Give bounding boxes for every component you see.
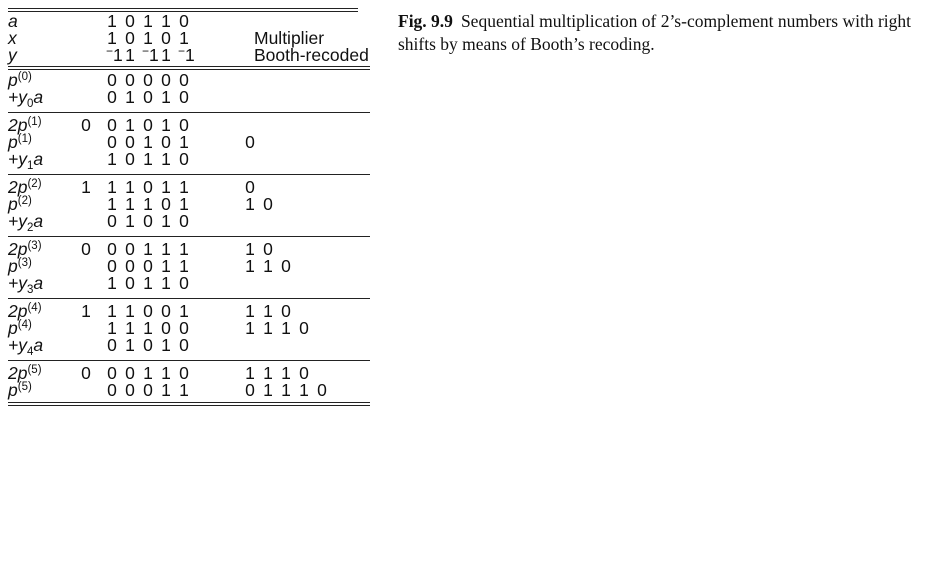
bit: 1 [161,115,171,135]
step-row [8,72,390,89]
label-symbol: +y [8,211,27,231]
bit: 0 [161,194,171,214]
row-label [8,335,44,358]
bit: 1 [107,273,117,293]
bit: 0 [143,380,153,400]
label-superscript: (4) [17,319,32,331]
negative-digit: − [106,44,114,58]
bit: 1 [299,380,309,400]
label-subscript: 0 [26,98,34,110]
row-label [8,211,44,234]
bit: 0 [179,363,189,383]
bit: 1 [245,363,255,383]
label-operand: a [33,149,44,169]
bit: 1 [179,256,189,276]
bit: 0 [161,318,171,338]
bit: 0 [125,273,135,293]
bit: 0 [263,194,273,214]
bit: 1 [281,318,291,338]
bit: 0 [281,256,291,276]
step-divider [8,360,370,361]
bit: 1 [107,301,117,321]
bit: 0 [107,239,117,259]
bit: 0 [143,301,153,321]
label-subscript: 3 [26,284,34,296]
bit: 0 [299,318,309,338]
bit: 1 [263,363,273,383]
bit: 1 [143,28,153,48]
row-note: Multiplier [254,28,325,48]
double-rule-middle [8,66,370,70]
bit: 1 [179,132,189,152]
steps-block [8,72,390,399]
bit: 1 [143,239,153,259]
bit: 0 [107,211,117,231]
bit: 0 [179,11,189,31]
label-symbol: 2p [8,177,28,197]
bit: 1 [81,177,91,197]
booth-multiplication-table [8,8,390,407]
label-symbol: p [8,256,18,276]
bit: 1 [107,11,117,31]
bit: 1 [143,132,153,152]
bit: 0 [179,115,189,135]
bit: 0 [107,115,117,135]
step-row [8,149,390,172]
row-label [8,382,32,402]
bit: 1 [245,318,255,338]
bit: 1 [161,335,171,355]
bit: 0 [143,70,153,90]
step-row [8,211,390,234]
bit: 1 [143,363,153,383]
step-divider [8,236,370,237]
label-symbol: +y [8,87,27,107]
label-superscript: (5) [17,381,32,393]
bit: 1 [263,256,273,276]
bit: 0 [179,335,189,355]
bit: 0 [245,380,255,400]
bit: 1 [161,256,171,276]
bit: 1 [245,239,255,259]
negative-bit: −1 [178,44,195,65]
bit: 0 [125,256,135,276]
label-symbol: p [8,70,18,90]
step-row [8,273,390,296]
figure-label: Fig. 9.9 [398,11,453,31]
bit: 0 [281,301,291,321]
bit: 1 [161,87,171,107]
step-divider [8,174,370,175]
bit: 1 [125,115,135,135]
bit: 1 [161,11,171,31]
label-subscript: 2 [26,222,34,234]
bit: 1 [107,194,117,214]
step-row [8,258,390,275]
bit: 0 [143,256,153,276]
bit: 1 [125,45,135,65]
bit: 0 [179,70,189,90]
bit: 0 [161,301,171,321]
label-superscript: (4) [27,302,42,314]
step-row [8,382,390,399]
bit: 1 [143,194,153,214]
bit: 1 [281,380,291,400]
bit: 0 [125,380,135,400]
operand-block [8,13,390,64]
bit: 1 [125,335,135,355]
bit: 0 [107,70,117,90]
bit: 0 [125,70,135,90]
step-row [8,87,390,110]
step-row [8,241,390,258]
bit: 1 [143,11,153,31]
bit: 0 [107,256,117,276]
label-operand: a [33,87,44,107]
bit: 1 [179,301,189,321]
bit: 0 [81,363,91,383]
negative-bit: −1 [106,44,123,65]
step-row [8,335,390,358]
bit: 0 [81,239,91,259]
label-superscript: (2) [17,195,32,207]
bit: 0 [107,363,117,383]
bit: 1 [263,301,273,321]
bit: 0 [143,211,153,231]
bit: 0 [179,211,189,231]
label-symbol: p [8,380,18,400]
negative-digit: − [178,44,186,58]
bit: 0 [125,28,135,48]
step-row [8,117,390,134]
bit: 1 [125,301,135,321]
bit: 0 [125,11,135,31]
bit: 0 [125,363,135,383]
row-label: y [8,45,17,65]
bit: 1 [125,87,135,107]
bit: 0 [161,28,171,48]
bit: 0 [107,87,117,107]
row-label: x [8,28,17,48]
label-symbol: 2p [8,301,28,321]
bit: 1 [161,177,171,197]
bit: 1 [263,318,273,338]
bit: 1 [281,363,291,383]
row-label [8,149,44,172]
bit: 1 [245,194,255,214]
row-note: Booth-recoded [254,45,369,65]
bit: 0 [317,380,327,400]
bit: 1 [107,149,117,169]
bit: 1 [179,194,189,214]
step-row [8,365,390,382]
bit: 1 [245,301,255,321]
label-subscript: 4 [26,346,34,358]
bit: 0 [125,239,135,259]
bit: 0 [179,273,189,293]
label-superscript: (3) [17,257,32,269]
bit: 1 [81,301,91,321]
label-symbol: 2p [8,239,28,259]
label-symbol: 2p [8,115,28,135]
bit: 1 [125,318,135,338]
bit: 1 [107,318,117,338]
bit: 0 [81,115,91,135]
row-label [8,273,44,296]
bit: 1 [161,363,171,383]
bit: 1 [143,149,153,169]
label-symbol: p [8,318,18,338]
bit: 0 [143,87,153,107]
label-superscript: (5) [27,364,42,376]
bit: 1 [161,211,171,231]
step-row [8,303,390,320]
bit: 0 [299,363,309,383]
bit: 0 [179,318,189,338]
bit: 1 [263,380,273,400]
label-superscript: (2) [27,178,42,190]
operand-row [8,13,390,30]
step-divider [8,298,370,299]
bit: 0 [245,177,255,197]
step-row [8,320,390,337]
bit: 0 [107,335,117,355]
bit: 1 [143,273,153,293]
step-row [8,179,390,196]
bit: 1 [125,211,135,231]
label-superscript: (0) [17,71,32,83]
label-operand: a [33,273,44,293]
step-row [8,196,390,213]
bit: 0 [161,70,171,90]
label-symbol: p [8,132,18,152]
bit: 1 [161,45,171,65]
bit: 0 [143,115,153,135]
bit: 1 [245,256,255,276]
bit: 1 [179,28,189,48]
bit: 1 [161,380,171,400]
negative-bit: −1 [142,44,159,65]
label-symbol: +y [8,335,27,355]
label-symbol: 2p [8,363,28,383]
bit: 1 [179,177,189,197]
bit: 0 [161,132,171,152]
bit: 0 [107,380,117,400]
bit: 1 [107,177,117,197]
row-label [8,87,44,110]
label-operand: a [33,211,44,231]
bit: 0 [143,335,153,355]
label-superscript: (1) [17,133,32,145]
bit: 1 [125,177,135,197]
bit: 1 [107,28,117,48]
bit: 0 [125,149,135,169]
bit: 1 [125,194,135,214]
step-row [8,134,390,151]
label-symbol: p [8,194,18,214]
bit: 1 [179,380,189,400]
bit: 0 [263,239,273,259]
bit: 0 [179,149,189,169]
bit: 1 [179,239,189,259]
bit: 1 [161,239,171,259]
label-symbol: +y [8,149,27,169]
label-symbol: +y [8,273,27,293]
double-rule-bottom [8,402,370,406]
label-superscript: (1) [27,116,42,128]
bit: 0 [107,132,117,152]
label-operand: a [33,335,44,355]
operand-row [8,44,390,65]
bit: 1 [161,149,171,169]
row-label: a [8,11,18,31]
label-superscript: (3) [27,240,42,252]
bit: 0 [245,132,255,152]
bit: 0 [179,87,189,107]
step-divider [8,112,370,113]
figure-caption-text: Sequential multiplication of 2’s-complement numbers with right shifts by means of Booth’s recoding. [398,11,911,54]
bit: 0 [125,132,135,152]
label-subscript: 1 [26,160,34,172]
figure-caption [398,10,918,56]
negative-digit: − [142,44,150,58]
bit: 1 [161,273,171,293]
bit: 1 [143,318,153,338]
bit: 0 [143,177,153,197]
